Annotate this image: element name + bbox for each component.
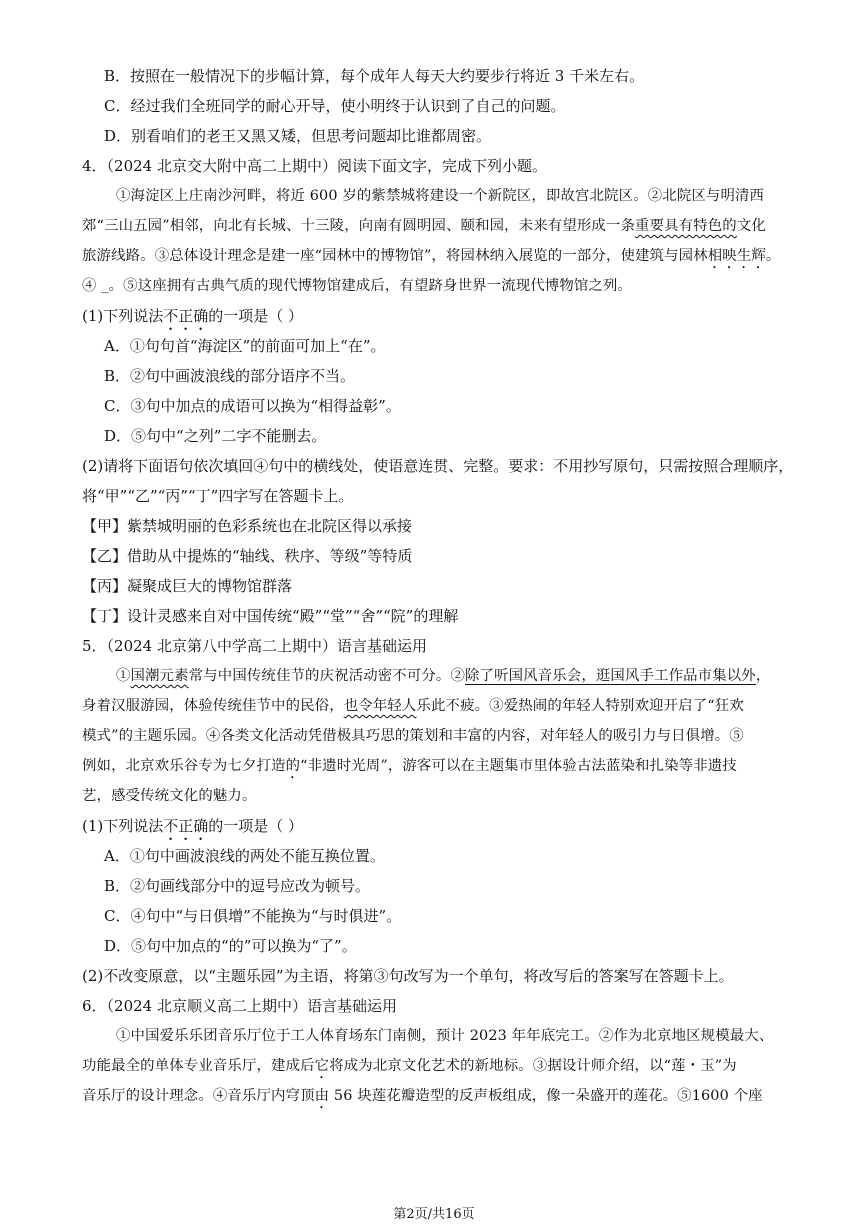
q4-passage-text: 郊“三山五园”相邻，向北有长城、十三陵，向南有圆明园、颐和园，未来有望形成一条	[82, 218, 636, 234]
q5-underlined-phrase: 除了听国风音乐会，逛国风手工作品市集以外	[465, 668, 756, 684]
q5-passage-text: 例如，北京欢乐谷专为七夕打造	[82, 758, 286, 774]
q5-wavy-phrase-1: 国潮元素	[130, 668, 189, 684]
q5-passage-line-3: 模式”的主题乐园。④各类文化活动凭借极具巧思的策划和丰富的内容，对年轻人的吸引力与日俱增。⑤	[82, 728, 744, 744]
q5-option-c: C．④句中“与日俱增”不能换为“与时俱进”。	[104, 907, 402, 925]
q6-passage-text: 功能最全的单体专业音乐厅，建成后	[82, 1058, 315, 1074]
q4-subquestion-2-line-1: (2)请将下面语句依次填回④句中的横线处，使语意连贯、完整。要求：不用抄写原句，只需按照合理顺序，	[82, 457, 794, 475]
q5-heading: 5．（2024 北京第八中学高二上期中）语言基础运用	[82, 637, 427, 655]
q4-subquestion-2-line-2: 将“甲”“乙”“丙”“丁”四字写在答题卡上。	[82, 487, 354, 505]
q5-passage-line-5: 艺，感受传统文化的魅力。	[82, 788, 257, 804]
q6-dotted-char-2: 由	[314, 1088, 330, 1104]
q6-dotted-char-1: 它	[314, 1058, 330, 1074]
q6-passage-line-1: ①中国爱乐乐团音乐厅位于工人体育场东门南侧，预计 2023 年年底完工。②作为北京地区规模最大、	[116, 1028, 774, 1044]
q4-passage-line-1: ①海淀区上庄南沙河畔，将近 600 岁的紫禁城将建设一个新院区，即故宫北院区。②北院区与明清西	[116, 188, 765, 204]
q5-option-b: B．②句画线部分中的逗号应改为顿号。	[104, 877, 371, 895]
q4-item-jia: 【甲】紫禁城明丽的色彩系统也在北院区得以承接	[82, 517, 413, 535]
q5-passage-text: ，	[755, 668, 771, 684]
q6-passage-text: 将成为北京文化艺术的新地标。③据设计师介绍，以“莲・玉”为	[329, 1058, 737, 1074]
q5-subquestion-2: (2)不改变原意，以“主题乐园”为主语，将第③句改写为一个单句，将改写后的答案写在答题卡上。	[82, 967, 734, 985]
q5-option-d: D．⑤句中加点的“的”可以换为“了”。	[104, 937, 357, 955]
q4-passage-text: 旅游线路。③总体设计理念是建一座“园林中的博物馆”，将园林纳入展览的一部分，使建筑与园林	[82, 248, 708, 264]
q4-option-c: C．③句中加点的成语可以换为“相得益彰”。	[104, 397, 401, 415]
q4-passage-text: 。	[765, 248, 781, 264]
q5-passage-text: ①	[116, 668, 131, 684]
q3-option-b: B．按照在一般情况下的步幅计算，每个成年人每天大约要步行将近 3 千米左右。	[104, 67, 645, 85]
q5-passage-text: “非遗时光周”，游客可以在主题集市里体验古法蓝染和扎染等非遗技	[300, 758, 737, 774]
q5-passage-line-2	[82, 696, 744, 716]
q5-sub1-text: (1)下列说法	[82, 817, 164, 835]
q4-item-bing: 【丙】凝聚成巨大的博物馆群落	[82, 577, 293, 595]
q4-dotted-idiom: 相映生辉	[707, 248, 766, 264]
q3-option-d: D．别看咱们的老王又黑又矮，但思考问题却比谁都周密。	[104, 127, 492, 145]
q6-passage-line-2	[82, 1056, 737, 1082]
q4-passage-line-3	[82, 246, 780, 272]
q4-item-yi: 【乙】借助从中提炼的“轴线、秩序、等级”等特质	[82, 547, 413, 565]
q4-sub1-text: (1)下列说法	[82, 307, 164, 325]
q5-subquestion-1	[82, 816, 303, 844]
q4-option-b: B．②句中画波浪线的部分语序不当。	[104, 367, 356, 385]
q4-sub1-emphasis: 不正确	[163, 307, 209, 325]
q4-passage-text: 文化	[736, 218, 766, 234]
q3-option-c: C．经过我们全班同学的耐心开导，使小明终于认识到了自己的问题。	[104, 97, 566, 115]
q4-passage-line-2	[82, 216, 766, 236]
q6-passage-line-3	[82, 1086, 763, 1112]
q4-passage-line-4: ④ _。⑤这座拥有古典气质的现代博物馆建成后，有望跻身世界一流现代博物馆之列。	[82, 278, 633, 294]
q5-dotted-char: 的	[285, 758, 301, 774]
q4-option-a: A．①句句首“海淀区”的前面可加上“在”。	[104, 337, 386, 355]
q6-passage-text: 音乐厅的设计理念。④音乐厅内穹顶	[82, 1088, 315, 1104]
q5-wavy-phrase-2: 也令年轻人	[343, 698, 417, 714]
q5-sub1-emphasis: 不正确	[163, 817, 209, 835]
q5-passage-text: 身着汉服游园，体验传统佳节中的民俗，	[82, 698, 344, 714]
q5-passage-text: 常与中国传统佳节的庆祝活动密不可分。②	[188, 668, 465, 684]
q4-subquestion-1	[82, 306, 303, 334]
q4-heading: 4．（2024 北京交大附中高二上期中）阅读下面文字，完成下列小题。	[82, 157, 547, 175]
q5-passage-line-4	[82, 756, 737, 782]
q5-passage-text: 乐此不疲。③爱热闹的年轻人特别欢迎开启了“狂欢	[416, 698, 744, 714]
q5-option-a: A．①句中画波浪线的两处不能互换位置。	[104, 847, 385, 865]
q4-option-d: D．⑤句中“之列”二字不能删去。	[104, 427, 327, 445]
q4-wavy-phrase: 重要具有特色的	[635, 218, 737, 234]
q5-passage-line-1	[116, 666, 770, 686]
q6-passage-text: 56 块莲花瓣造型的反声板组成，像一朵盛开的莲花。⑤1600 个座	[329, 1088, 763, 1104]
page-number-footer: 第2页/共16页	[393, 1207, 475, 1222]
q6-heading: 6．（2024 北京顺义高二上期中）语言基础运用	[82, 997, 397, 1015]
q4-item-ding: 【丁】设计灵感来自对中国传统“殿”“堂”“舍”“院”的理解	[82, 607, 459, 625]
q4-sub1-text: 的一项是（ ）	[208, 307, 304, 325]
q5-sub1-text: 的一项是（ ）	[208, 817, 304, 835]
